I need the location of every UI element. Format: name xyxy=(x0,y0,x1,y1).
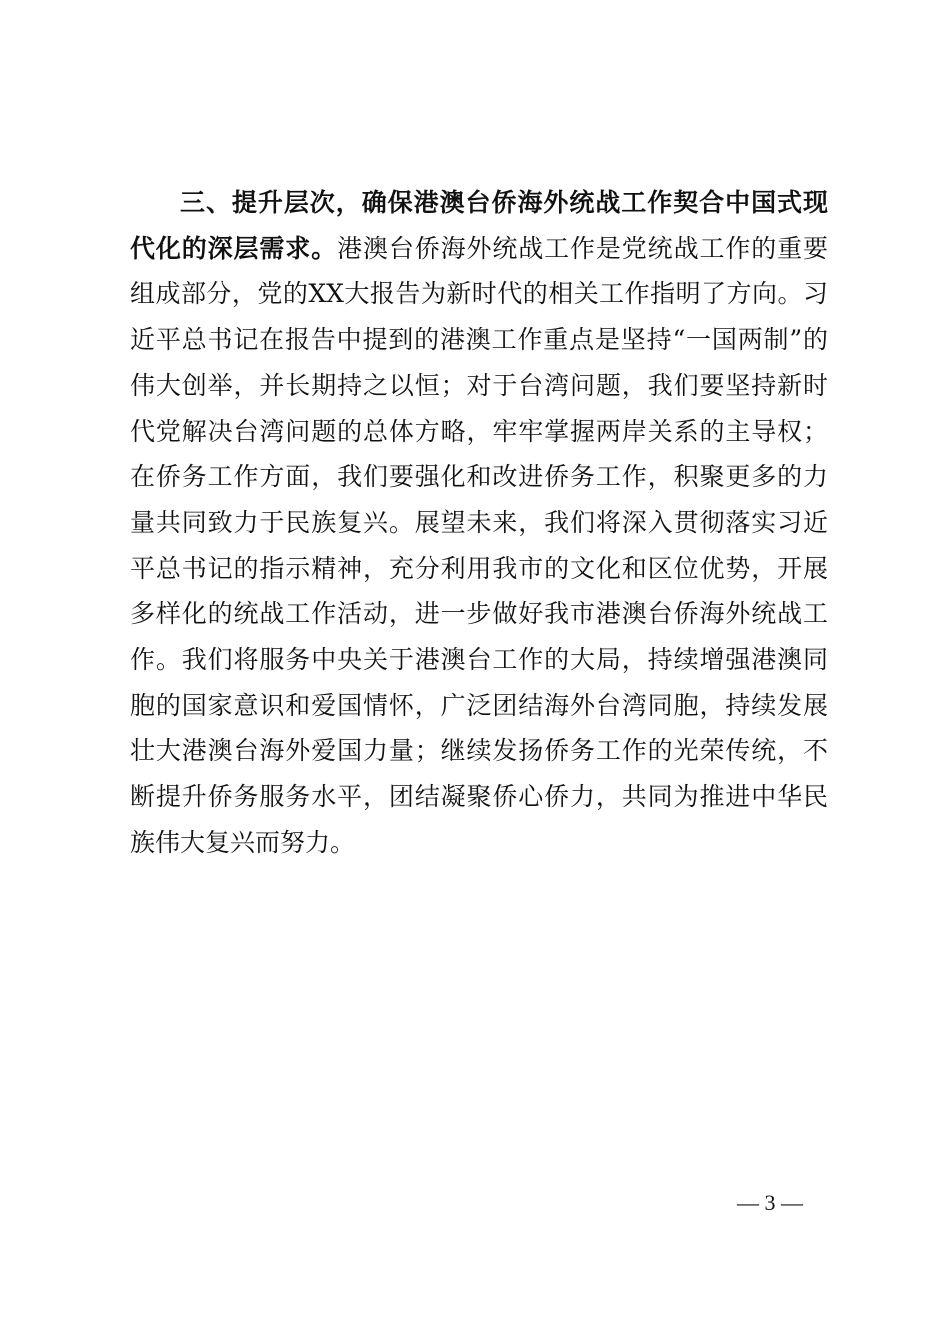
section-heading: 三、提升层次，确保港澳台侨海外统战工作契合中国式现代化的深层需求。 xyxy=(130,188,828,263)
body-paragraph xyxy=(130,180,828,866)
page-number: — 3 — xyxy=(737,1190,803,1215)
paragraph-text: 港澳台侨海外统战工作是党统战工作的重要组成部分，党的XX大报告为新时代的相关工作指明了方向。习近平总书记在报告中提到的港澳工作重点是坚持“一国两制”的伟大创举，并长期持之以恒；对于台湾问题，我们要坚持新时代党解决台湾问题的总体方略，牢牢掌握两岸关系的主导权；在侨务工作方面，我们要强化和改进侨务工作，积聚更多的力量共同致力于民族复兴。展望未来，我们将深入贯彻落实习近平总书记的指示精神，充分利用我市的文化和区位优势，开展多样化的统战工作活动，进一步做好我市港澳台侨海外统战工作。我们将服务中央关于港澳台工作的大局，持续增强港澳同胞的国家意识和爱国情怀，广泛团结海外台湾同胞，持续发展壮大港澳台海外爱国力量；继续发扬侨务工作的光荣传统，不断提升侨务服务水平，团结凝聚侨心侨力，共同为推进中华民族伟大复兴而努力。 xyxy=(130,233,828,857)
